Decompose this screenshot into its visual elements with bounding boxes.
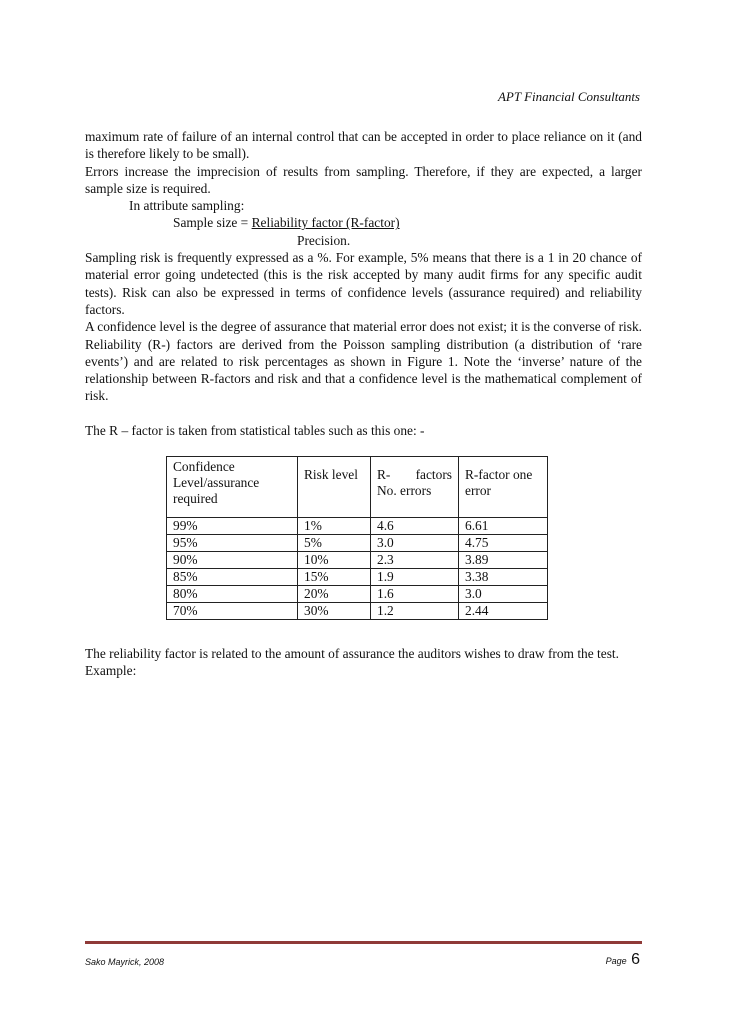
sample-size-formula: [173, 214, 642, 231]
body-text: [85, 128, 642, 439]
table-row: [167, 586, 548, 603]
table-cell: 3.0: [371, 535, 459, 552]
paragraph-failure-rate: maximum rate of failure of an internal control that can be accepted in order to place reliance on it (and is therefore likely to be small).: [85, 129, 642, 162]
table-cell: 1.9: [371, 569, 459, 586]
table-row: [167, 535, 548, 552]
page-label: Page: [605, 956, 627, 966]
formula-numerator: Reliability factor (R-factor): [251, 215, 400, 231]
paragraph-r-factor-table-intro: The R – factor is taken from statistical tables such as this one: -: [85, 422, 425, 438]
table-cell: 85%: [167, 569, 298, 586]
table-cell: 10%: [298, 552, 371, 569]
running-header: APT Financial Consultants: [497, 89, 640, 104]
table-cell: 2.3: [371, 552, 459, 569]
header-r-factors: [371, 457, 459, 518]
table-cell: 3.38: [459, 569, 548, 586]
paragraph-assurance: The reliability factor is related to the amount of assurance the auditors wishes to draw from the test.: [85, 646, 619, 661]
header-r-factors-c: No. errors: [377, 483, 432, 498]
paragraph-errors: Errors increase the imprecision of results from sampling. Therefore, if they are expected, a larger sample size is required.: [85, 163, 642, 196]
after-table-text: [85, 645, 642, 680]
table-cell: 99%: [167, 518, 298, 535]
table-cell: 20%: [298, 586, 371, 603]
table-cell: 6.61: [459, 518, 548, 535]
table-cell: 5%: [298, 535, 371, 552]
table-cell: 70%: [167, 603, 298, 620]
table-cell: 1.2: [371, 603, 459, 620]
paragraph-confidence-level: A confidence level is the degree of assurance that material error does not exist; it is the converse of risk.: [85, 319, 642, 335]
table-cell: 80%: [167, 586, 298, 603]
table-cell: 1.6: [371, 586, 459, 603]
table-cell: 90%: [167, 552, 298, 569]
attribute-sampling-label: In attribute sampling:: [129, 198, 245, 214]
example-label: Example:: [85, 663, 137, 679]
header-risk-level: Risk level: [298, 457, 371, 518]
header-r-factor-one-error: R-factor one error: [459, 457, 548, 518]
table-cell: 15%: [298, 569, 371, 586]
footer-author: Sako Mayrick, 2008: [85, 957, 165, 967]
footer-page: [606, 951, 640, 969]
table-row: [167, 569, 548, 586]
paragraph-sampling-risk: Sampling risk is frequently expressed as a %. For example, 5% means that there is a 1 in 20 chance of material error going undetected (this is the risk accepted by many audit firms for any specific audit tests). Risk can also be expressed in terms of confidence levels (assurance required) and reliability factors.: [85, 250, 642, 317]
page-number: 6: [631, 951, 640, 968]
table-cell: 4.75: [459, 535, 548, 552]
table-cell: 2.44: [459, 603, 548, 620]
r-factor-table: [166, 456, 548, 620]
header-r-factors-a: R-: [377, 467, 391, 482]
table-cell: 3.89: [459, 552, 548, 569]
table-cell: 95%: [167, 535, 298, 552]
table-row: [167, 552, 548, 569]
table-cell: 30%: [298, 603, 371, 620]
formula-denominator: Precision.: [297, 232, 351, 248]
table-header-row: [167, 457, 548, 518]
table-cell: 4.6: [371, 518, 459, 535]
formula-prefix: Sample size =: [173, 215, 252, 231]
table-row: [167, 603, 548, 620]
table-cell: 3.0: [459, 586, 548, 603]
table-row: [167, 518, 548, 535]
table-cell: 1%: [298, 518, 371, 535]
footer-divider: [85, 941, 642, 944]
header-r-factors-b: factors: [415, 467, 452, 482]
paragraph-reliability-factors: Reliability (R-) factors are derived from the Poisson sampling distribution (a distribution of ‘rare events’) and are related to risk percentages as shown in Figure 1. Note the ‘inverse’ nature of the relationship between R-factors and risk and that a confidence level is the mathematical complement of risk.: [85, 336, 642, 404]
header-confidence: Confidence Level/assurance required: [167, 457, 298, 518]
